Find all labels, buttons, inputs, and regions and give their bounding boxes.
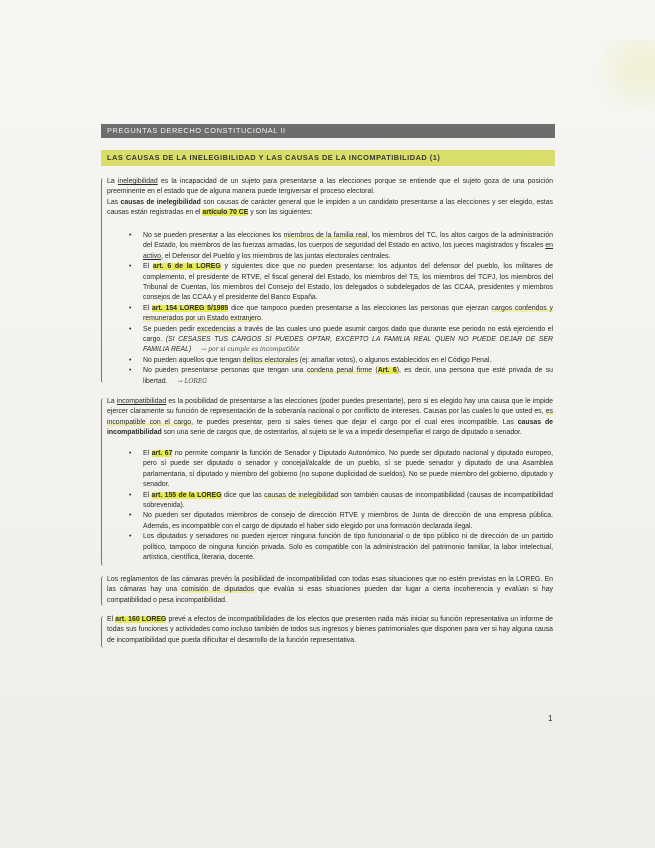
text-run: excedencias bbox=[197, 325, 236, 333]
text-run: El bbox=[143, 304, 152, 312]
text-run: y siguientes dice que no pueden presentarse: los adjuntos del defensor del pueblo, los militares de complemento, el presidente de RTVE, el fiscal general del Estado, los miembros del TS, los miembros del TCPJ, los miembros del Tribunal de Cuentas, los miembros del Consejo del Estado, los delegados o subdelegados de las CCAA, presidentes y miembros consejos de las CCAA y el presidente del Banco España. bbox=[143, 263, 553, 302]
text-run: es incompatible con el cargo bbox=[107, 408, 553, 426]
paragraph bbox=[107, 615, 553, 646]
text-run: El bbox=[143, 263, 153, 271]
text-run: No pueden ser diputados miembros de consejo de dirección RTVE y miembros de Junta de dirección de una empresa pública. Además, es incompatible con el cargo de diputado el haber sido elegido por una formación declarada ilegal. bbox=[143, 512, 553, 530]
list-item bbox=[107, 262, 553, 304]
text-run: No se pueden presentar a las elecciones los bbox=[143, 232, 284, 239]
highlighted-reference: art. 155 de la LOREG bbox=[151, 491, 222, 499]
text-run: . bbox=[260, 315, 263, 323]
margin-bracket bbox=[101, 576, 106, 606]
reglamentos-paragraph bbox=[107, 575, 553, 606]
text-run: No pueden aquellos que tengan bbox=[143, 356, 243, 364]
text-run: Se pueden pedir bbox=[143, 325, 198, 333]
art160-paragraph bbox=[107, 615, 553, 646]
text-run: es la incapacidad de un sujeto para presentarse a las elecciones porque se entiende que el sujeto goza de una posición preeminente en el estado que de alguna manera puede tergiversar el proceso electoral. bbox=[107, 178, 553, 196]
text-run: son también causas de incompatibilidad (causas de incompatibilidad sobrevenida). bbox=[143, 491, 554, 510]
text-run: condena penal firme bbox=[306, 367, 373, 375]
text-run: La bbox=[107, 398, 117, 405]
text-run: son una serie de cargos que, de ostentarlos, al sujeto se le va a impedir desempeñar el cargo de diputado o senador. bbox=[161, 429, 522, 437]
text-run: incompatibilidad bbox=[116, 398, 167, 405]
incompatibilidad-list bbox=[107, 449, 553, 563]
text-run: causas de inelegibilidad bbox=[120, 198, 201, 206]
list-item bbox=[107, 449, 553, 491]
highlighted-reference: Art. 6 bbox=[377, 367, 397, 375]
incompatibilidad-paragraph bbox=[107, 397, 553, 439]
highlighted-reference: art. 67 bbox=[151, 450, 173, 457]
paragraph bbox=[107, 177, 553, 198]
text-run: delitos electorales bbox=[242, 356, 298, 364]
text-run: causas de inelegibilidad bbox=[264, 491, 339, 499]
text-run: , te puedes presentar, pero si sales tienes que dejar el cargo por el cual eres incompatible. Las bbox=[191, 418, 518, 426]
text-run: (SI CESASES TUS CARGOS SI PUEDES OPTAR, EXCEPTO LA FAMILIA REAL QUEN NO PUEDE DEJAR DE SER FAMILIA REAL) bbox=[143, 336, 553, 354]
text-run: ), es decir, una persona que esté privada de su libertad. bbox=[143, 367, 553, 385]
list-item bbox=[107, 356, 553, 366]
text-run: Los diputados y senadores no pueden ejercer ninguna función de tipo funcionarial o de tipo público ni de dirección de un partido político, tampoco de ninguna función privada. Solo es compatible con la administración del patrimonio familiar, la labor intelectual, artística, científica, literaria, docente. bbox=[143, 533, 553, 562]
list-item bbox=[107, 231, 553, 262]
text-run: dice que tampoco pueden presentarse a las elecciones las personas que ejerzan bbox=[228, 304, 492, 312]
inelegibilidad-list bbox=[107, 231, 553, 387]
text-run: es la posibilidad de presentarse a las elecciones (poder puedes presentarte), pero si es elegido hay una causa que le impide ejercer claramente su función de representación de la soberanía nacional o por conflicto de intereses. Causas por las cuales lo que usted es, bbox=[107, 398, 553, 416]
section-title: LAS CAUSAS DE LA INELEGIBILIDAD Y LAS CAUSAS DE LA INCOMPATIBILIDAD (1) bbox=[101, 150, 555, 166]
highlighted-reference: art. 154 LOREG 5/1985 bbox=[151, 304, 229, 312]
text-run: que evalúa si esas situaciones pueden dar lugar a cierta incoherencia y evalúan si hay compatibilidad o pesa incompatibilidad. bbox=[107, 586, 553, 604]
text-run: miembros de la familia real bbox=[283, 232, 368, 239]
text-run: prevé a efectos de incompatibilidades de los electos que presenten nada más iniciar su función representativa un informe de todas sus funciones y actividades como incluso también de todos sus ingresos y bienes patrimoniales que disponen para ver si hay alguna causa de incompatibilidad que pueda dificultar el desarrollo de la función representativa. bbox=[107, 616, 553, 644]
paragraph bbox=[107, 198, 553, 219]
text-run: ( bbox=[372, 367, 378, 375]
margin-bracket bbox=[101, 616, 106, 648]
text-run: dice que las bbox=[221, 491, 265, 499]
text-run: , el Defensor del Pueblo y los miembros de las juntas electorales centrales. bbox=[161, 252, 391, 260]
intro-paragraphs bbox=[107, 177, 553, 219]
text-run: El bbox=[143, 491, 152, 499]
margin-bracket bbox=[101, 398, 106, 566]
text-run: y son las siguientes: bbox=[248, 209, 313, 217]
page-number: 1 bbox=[548, 714, 553, 723]
text-run: comisión de diputados bbox=[181, 586, 255, 594]
text-run: causas de incompatibilidad bbox=[107, 418, 554, 437]
highlighted-reference: artículo 70 CE bbox=[202, 209, 249, 217]
text-run: cargos conferidos y remunerados por un Estado extranjero bbox=[143, 304, 553, 323]
text-run: en activo bbox=[143, 242, 553, 260]
text-run: a través de las cuales uno puede asumir cargos dado que durante ese periodo no está ejerciendo el cargo. bbox=[143, 325, 553, 344]
paper-stain bbox=[585, 40, 655, 110]
text-run: El bbox=[107, 616, 116, 623]
highlighted-reference: art. 160 LOREG bbox=[115, 616, 167, 623]
handwritten-note: → LOREG bbox=[177, 377, 208, 385]
text-run: El bbox=[143, 450, 152, 457]
handwritten-note: → por si cumple es incompatible bbox=[201, 346, 300, 354]
list-item bbox=[107, 366, 553, 387]
highlighted-reference: art. 6 de la LOREG bbox=[152, 263, 221, 271]
list-item bbox=[107, 304, 553, 325]
document-header: PREGUNTAS DERECHO CONSTITUCIONAL II bbox=[101, 124, 555, 138]
list-item bbox=[107, 532, 553, 563]
text-run: No pueden presentarse personas que tengan una bbox=[143, 367, 307, 375]
text-run: no permite compartir la función de Senador y Diputado Autonómico. No puede ser diputado nacional y diputado europeo, pero sí puede ser diputado o senador y concejal/alcalde de un pueblo, sí se puede senador y diputado de una Asamblea parlamentaria, sí diputado y miembro del gobierno (no supone duplicidad de sueldos). No se puede miembro del gobierno, diputado y senador. bbox=[143, 450, 553, 489]
text-run: Las bbox=[107, 198, 121, 206]
text-run: , los miembros del TC, los altos cargos de la administración del Estado, los miembros de las fuerzas armadas, los cuerpos de seguridad del Estado en activo, los jueces magistrados y fiscales bbox=[143, 232, 553, 250]
paragraph bbox=[107, 397, 553, 439]
text-run: son causas de carácter general que le impiden a un candidato presentarse a las elecciones y ser elegido, estas causas están registradas en el bbox=[107, 198, 553, 217]
margin-bracket bbox=[101, 178, 106, 383]
text-run: La bbox=[107, 178, 118, 185]
text-run: Los reglamentos de las cámaras prevén la posibilidad de incompatibilidad con todas esas situaciones que no estén previstas en la LOREG. En las cámaras hay una bbox=[107, 576, 553, 594]
paragraph bbox=[107, 575, 553, 606]
text-run: inelegibilidad bbox=[117, 178, 158, 185]
list-item bbox=[107, 491, 553, 512]
list-item bbox=[107, 511, 553, 532]
list-item bbox=[107, 325, 553, 356]
text-run: (ej: amañar votos), o algunos establecidos en el Código Penal. bbox=[297, 356, 492, 364]
